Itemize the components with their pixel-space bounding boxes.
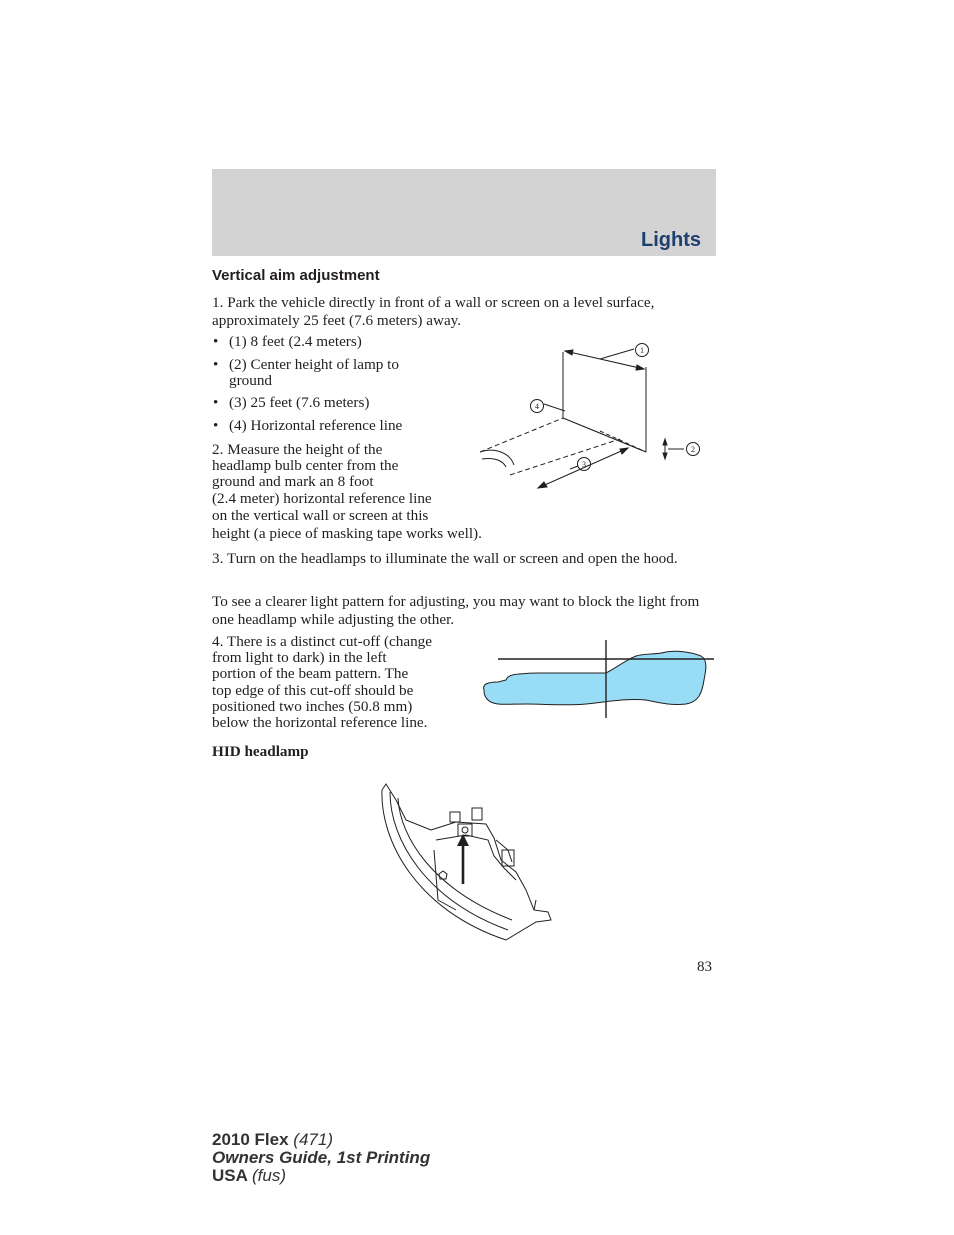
list-item-text: (2) Center height of lamp to ground xyxy=(229,355,399,389)
vehicle-front-outline xyxy=(480,450,514,465)
text-line: ground and mark an 8 foot xyxy=(212,473,374,491)
bullet-dot-icon: • xyxy=(213,355,219,373)
callout-label-1: 1 xyxy=(640,346,644,355)
text-line: portion of the beam pattern. The xyxy=(212,665,409,683)
list-item xyxy=(212,357,439,389)
vehicle-front-outline xyxy=(482,458,506,467)
section-heading: Vertical aim adjustment xyxy=(212,267,380,284)
headlamp-lens-outline xyxy=(398,798,512,920)
headlamp-lens-outline xyxy=(390,792,508,930)
beam-dash-line xyxy=(480,418,563,452)
beam-dash-line xyxy=(510,439,620,475)
text-line: from light to dark) in the left xyxy=(212,649,387,667)
text-line: top edge of this cut-off should be xyxy=(212,681,414,699)
aim-diagram xyxy=(470,335,720,500)
text-line: height (a piece of masking tape works well). xyxy=(212,524,482,542)
arrowhead-icon xyxy=(663,453,667,459)
headlamp-lens-outline xyxy=(382,790,506,940)
footer-model-code: (471) xyxy=(293,1130,333,1149)
headlamp-housing-edge xyxy=(506,900,551,940)
footer-region-code: (fus) xyxy=(252,1166,286,1185)
step-4-text xyxy=(212,634,482,731)
mounting-bolt-icon xyxy=(439,871,447,879)
text-line: 4. There is a distinct cut-off (change xyxy=(212,633,433,650)
arrowhead-icon xyxy=(636,365,644,370)
footer-model: 2010 Flex xyxy=(212,1130,289,1149)
label-1-leader xyxy=(600,349,634,359)
footer-line-model xyxy=(212,1131,430,1149)
list-item xyxy=(212,334,472,350)
list-item-text: (3) 25 feet (7.6 meters) xyxy=(229,394,370,411)
adjuster-screw-icon xyxy=(462,827,468,833)
section-header-band xyxy=(212,169,716,256)
text-line: below the horizontal reference line. xyxy=(212,714,428,732)
text-line: positioned two inches (50.8 mm) xyxy=(212,697,413,715)
text-line: (2.4 meter) horizontal reference line xyxy=(212,489,432,507)
list-item-text: (1) 8 feet (2.4 meters) xyxy=(229,333,362,350)
page-number: 83 xyxy=(697,959,712,975)
step-1-text: 1. Park the vehicle directly in front of a wall or screen on a level surface, approximately 25 feet (7.6 meters) away. xyxy=(212,294,655,329)
connector-block xyxy=(502,850,514,866)
label-4-leader xyxy=(544,404,565,411)
list-item-text: (4) Horizontal reference line xyxy=(229,416,403,434)
beam-pattern-diagram xyxy=(476,640,718,720)
callout-label-4: 4 xyxy=(535,402,539,411)
hid-headlamp-illustration xyxy=(376,780,561,945)
label-3-leader xyxy=(570,466,578,469)
footer-guide: Owners Guide, 1st Printing xyxy=(212,1148,431,1167)
headlamp-housing-edge xyxy=(382,784,431,830)
housing-inner-line xyxy=(436,835,516,880)
arrowhead-icon xyxy=(663,439,667,445)
housing-tab xyxy=(450,812,460,822)
bullet-dot-icon: • xyxy=(213,333,219,350)
measurement-list xyxy=(212,334,472,440)
bullet-dot-icon: • xyxy=(213,416,219,434)
section-title: Lights xyxy=(641,229,701,251)
arrowhead-icon xyxy=(620,448,628,454)
footer-line-region xyxy=(212,1167,430,1185)
callout-label-3: 3 xyxy=(582,460,586,469)
text-line: headlamp bulb center from the xyxy=(212,457,399,475)
bullet-dot-icon: • xyxy=(213,394,219,411)
width-dimension-line xyxy=(565,351,644,369)
text-line: 2. Measure the height of the xyxy=(212,441,383,458)
arrowhead-icon xyxy=(538,482,547,488)
step-3-text: 3. Turn on the headlamps to illuminate the wall or screen and open the hood. xyxy=(212,550,678,567)
list-item xyxy=(212,395,472,411)
footer-region: USA xyxy=(212,1166,248,1185)
document-footer xyxy=(212,1131,430,1185)
housing-tab xyxy=(472,808,482,820)
text-line: on the vertical wall or screen at this xyxy=(212,506,429,524)
list-item xyxy=(212,418,472,434)
adjuster-housing xyxy=(458,824,472,836)
hid-headlamp-heading: HID headlamp xyxy=(212,743,309,760)
callout-label-2: 2 xyxy=(691,445,695,454)
tip-text: To see a clearer light pattern for adjusting, you may want to block the light from one headlamp while adjusting the other. xyxy=(212,593,700,628)
horizontal-reference-line xyxy=(563,418,646,452)
arrowhead-icon xyxy=(565,350,573,355)
